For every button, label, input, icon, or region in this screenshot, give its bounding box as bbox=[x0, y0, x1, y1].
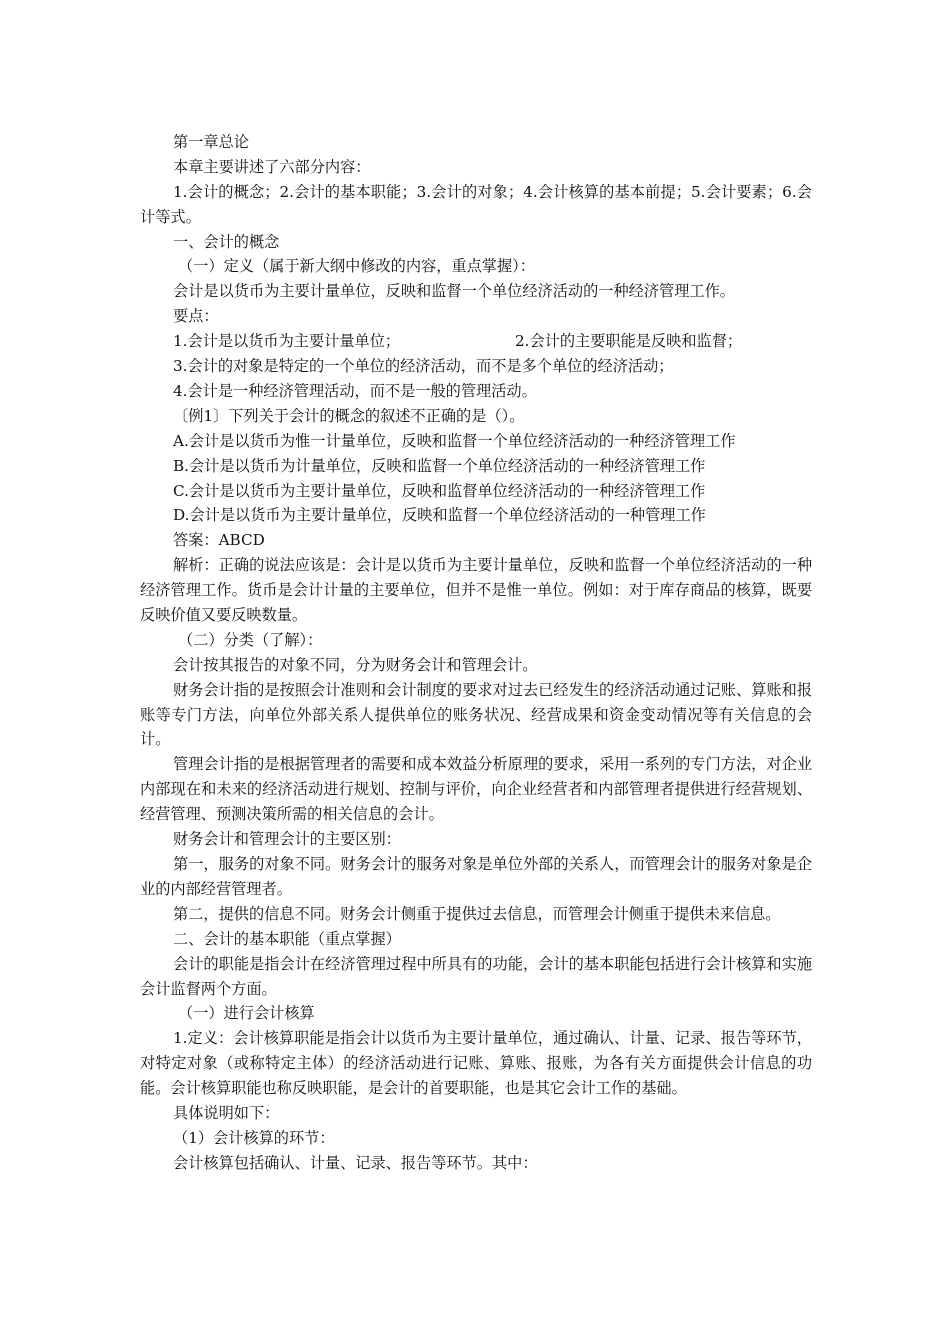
example-option-b: B.会计是以货币为计量单位，反映和监督一个单位经济活动的一种经济管理工作 bbox=[173, 456, 706, 475]
accounting-definition: 会计是以货币为主要计量单位，反映和监督一个单位经济活动的一种经济管理工作。 bbox=[173, 282, 735, 301]
point-4: 4.会计是一种经济管理活动，而不是一般的管理活动。 bbox=[173, 381, 537, 400]
difference-2: 第二，提供的信息不同。财务会计侧重于提供过去信息，而管理会计侧重于提供未来信息。 bbox=[173, 904, 781, 923]
example-option-c: C.会计是以货币为主要计量单位，反映和监督单位经济活动的一种经济管理工作 bbox=[173, 481, 706, 500]
accounting-function-definition: 1.定义：会计核算职能是指会计以货币为主要计量单位，通过确认、计量、记录、报告等环节，对特定对象（或称特定主体）的经济活动进行记账、算账、报账，为各有关方面提供会计信息的功能。会计核算职能也称反映职能，是会计的首要职能，也是其它会计工作的基础。 bbox=[140, 1029, 812, 1098]
stage-text: 会计核算包括确认、计量、记录、报告等环节。其中： bbox=[173, 1153, 538, 1172]
details-label: 具体说明如下： bbox=[173, 1104, 280, 1123]
points-row bbox=[140, 329, 812, 354]
difference-heading: 财务会计和管理会计的主要区别： bbox=[173, 830, 401, 849]
example-option-d: D.会计是以货币为主要计量单位，反映和监督一个单位经济活动的一种管理工作 bbox=[173, 506, 706, 525]
point-2: 2.会计的主要职能是反映和监督； bbox=[515, 332, 743, 351]
point-1: 1.会计是以货币为主要计量单位； bbox=[173, 332, 401, 351]
section1-sub2-heading: （二）分类（了解）： bbox=[178, 630, 323, 649]
section1-sub1-heading: （一）定义（属于新大纲中修改的内容，重点掌握）： bbox=[178, 257, 535, 276]
contents-list: 1.会计的概念；2.会计的基本职能；3.会计的对象；4.会计核算的基本前提；5.会计要素；6.会计等式。 bbox=[140, 182, 812, 226]
example-option-a: A.会计是以货币为惟一计量单位，反映和监督一个单位经济活动的一种经济管理工作 bbox=[173, 431, 736, 450]
point-3: 3.会计的对象是特定的一个单位的经济活动，而不是多个单位的经济活动； bbox=[173, 357, 674, 376]
example-answer: 答案：ABCD bbox=[173, 531, 265, 550]
classification-text: 会计按其报告的对象不同，分为财务会计和管理会计。 bbox=[173, 655, 538, 674]
management-accounting-paragraph: 管理会计指的是根据管理者的需要和成本效益分析原理的要求，采用一系列的专门方法，对企业内部现在和未来的经济活动进行规划、控制与评价，向企业经营者和内部管理者提供进行经营规划、经营管理、预测决策所需的相关信息的会计。 bbox=[140, 755, 812, 824]
stage-heading: （1）会计核算的环节： bbox=[173, 1128, 335, 1147]
example-question: 〔例1〕下列关于会计的概念的叙述不正确的是（）。 bbox=[173, 406, 525, 425]
section1-heading: 一、会计的概念 bbox=[173, 232, 280, 251]
difference-1: 第一，服务的对象不同。财务会计的服务对象是单位外部的关系人，而管理会计的服务对象是企业的内部经营管理者。 bbox=[140, 855, 812, 898]
points-label: 要点： bbox=[173, 307, 219, 326]
document-body bbox=[140, 130, 812, 1176]
section2-heading: 二、会计的基本职能（重点掌握） bbox=[173, 929, 401, 948]
section2-sub1-heading: （一）进行会计核算 bbox=[178, 1004, 315, 1023]
section2-intro: 会计的职能是指会计在经济管理过程中所具有的功能，会计的基本职能包括进行会计核算和实施会计监督两个方面。 bbox=[140, 954, 812, 998]
financial-accounting-paragraph: 财务会计指的是按照会计准则和会计制度的要求对过去已经发生的经济活动通过记账、算账和报账等专门方法，向单位外部关系人提供单位的账务状况、经营成果和资金变动情况等有关信息的会计。 bbox=[140, 680, 812, 749]
chapter-title: 第一章总论 bbox=[173, 133, 249, 151]
chapter-intro: 本章主要讲述了六部分内容： bbox=[173, 157, 371, 176]
example-analysis: 解析：正确的说法应该是：会计是以货币为主要计量单位，反映和监督一个单位经济活动的一种经济管理工作。货币是会计计量的主要单位，但并不是惟一单位。例如：对于库存商品的核算，既要反映价值又要反映数量。 bbox=[140, 556, 812, 624]
